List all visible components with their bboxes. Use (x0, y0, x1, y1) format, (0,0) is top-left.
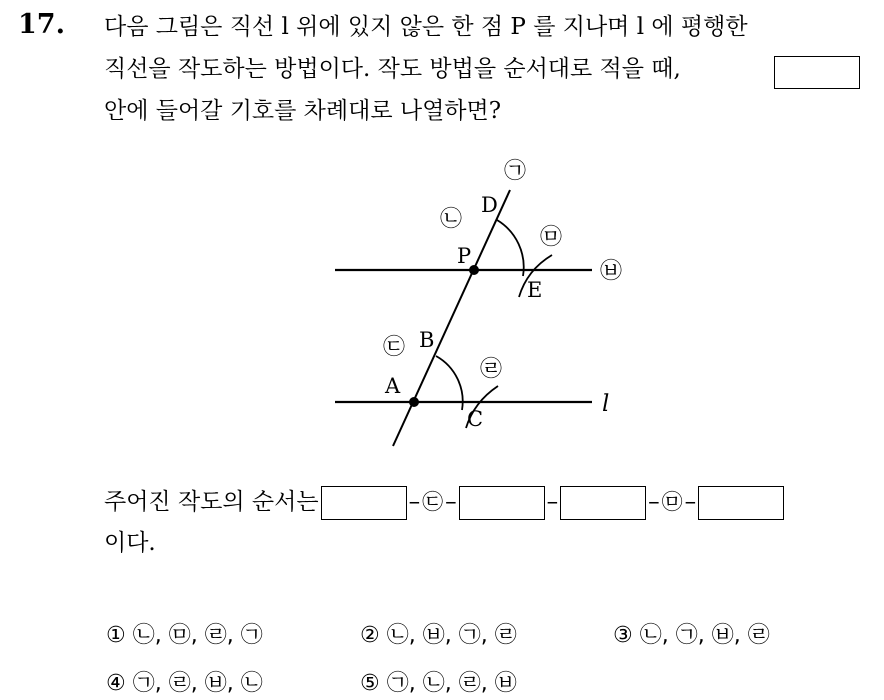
label-ni: ㉡ (440, 207, 463, 232)
question-text-line1: 다음 그림은 직선 l 위에 있지 않은 한 점 P 를 지나며 l 에 평행한 (104, 14, 748, 40)
label-gi: ㉠ (504, 159, 527, 184)
label-A: A (385, 374, 401, 398)
order-symbol-di: ㉢ (422, 490, 444, 514)
dash-5: – (684, 489, 697, 515)
choice-3-number: ③ (613, 623, 633, 648)
answer-box-3 (560, 486, 646, 520)
label-ri: ㉣ (480, 357, 503, 382)
choice-2-text: ㉡, ㉥, ㉠, ㉣ (386, 623, 517, 648)
choice-1[interactable] (106, 618, 263, 649)
label-l: l (602, 391, 610, 417)
choice-4-number: ④ (106, 671, 126, 696)
choice-5-number: ⑤ (360, 671, 380, 696)
label-E: E (527, 278, 543, 302)
answer-box-4 (698, 486, 784, 520)
choice-4-text: ㉠, ㉣, ㉥, ㉡ (132, 671, 263, 696)
choice-2[interactable] (360, 618, 517, 649)
dash-3: – (546, 489, 559, 515)
choice-1-number: ① (106, 623, 126, 648)
dash-1: – (408, 489, 421, 515)
choice-5-text: ㉠, ㉡, ㉣, ㉥ (386, 671, 517, 696)
choice-5[interactable] (360, 666, 517, 697)
dash-2: – (445, 489, 457, 515)
label-bi: ㉥ (600, 259, 623, 284)
question-text-line2: 직선을 작도하는 방법이다. 작도 방법을 순서대로 적을 때, (104, 56, 681, 82)
label-B: B (419, 328, 435, 352)
choice-3[interactable] (613, 618, 770, 649)
order-symbol-mi: ㉤ (661, 490, 683, 514)
label-di: ㉢ (383, 335, 406, 360)
choice-4[interactable] (106, 666, 263, 697)
question-text-line3: 안에 들어갈 기호를 차례대로 나열하면? (104, 98, 502, 124)
order-prefix: 주어진 작도의 순서는 (104, 489, 319, 515)
arc-at-p (497, 220, 524, 276)
answer-box-2 (459, 486, 545, 520)
point-a (409, 397, 419, 407)
label-P: P (457, 244, 472, 268)
choice-2-number: ② (360, 623, 380, 648)
label-D: D (481, 193, 498, 217)
choice-3-text: ㉡, ㉠, ㉥, ㉣ (639, 623, 770, 648)
choice-1-text: ㉡, ㉤, ㉣, ㉠ (132, 623, 263, 648)
label-mi: ㉤ (540, 225, 563, 250)
order-suffix: 이다. (104, 530, 156, 556)
dash-4: – (648, 489, 660, 515)
order-sentence (104, 486, 786, 520)
question-number: 17. (18, 9, 65, 40)
answer-box-1 (321, 486, 407, 520)
label-C: C (467, 407, 484, 431)
